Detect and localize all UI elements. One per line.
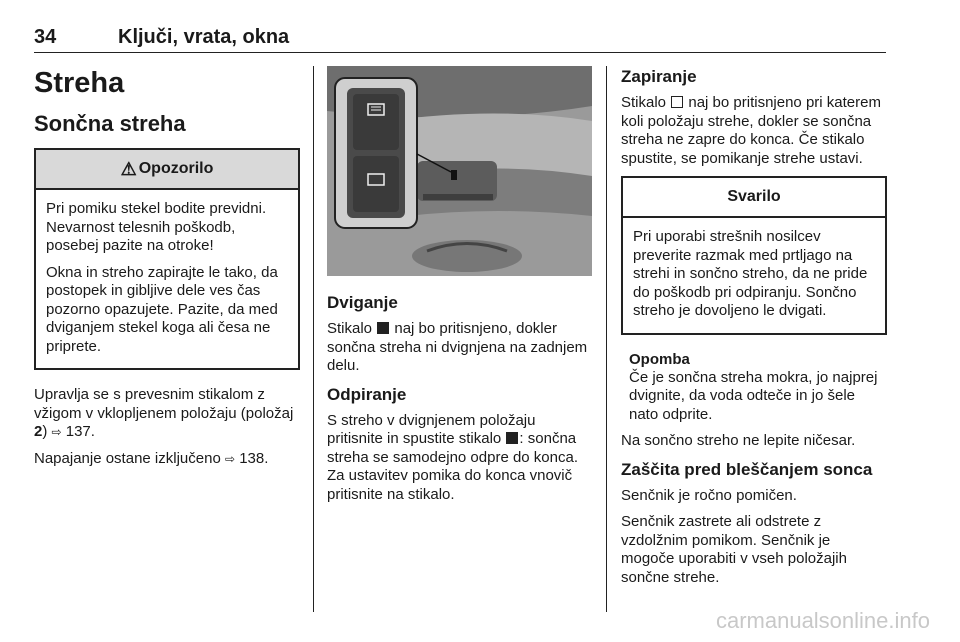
warning-text: Okna in streho zapirajte le tako, da postopek in gibljive dele ves čas pozorno opazujete. Pazite, da med dviganjem stekel koga ali česa ne priprete. <box>46 263 278 355</box>
sunroof-switch-photo <box>327 66 592 276</box>
body-paragraph: Stikalo naj bo pritisnjeno, dokler sončna streha ni dvignjena na zadnjem delu. <box>327 320 588 374</box>
note-block <box>629 351 887 425</box>
watermark: carmanualsonline.info <box>715 608 930 633</box>
subsection-title: Sončna streha <box>34 111 186 136</box>
page-header <box>34 26 886 53</box>
chapter-title: Ključi, vrata, okna <box>118 26 290 48</box>
body-paragraph: Upravlja se s prevesnim stikalom z vžigom v vklopljenem položaju (položaj 2) ⇨ 137. <box>34 386 294 440</box>
section-title: Streha <box>34 67 125 99</box>
caution-box <box>621 176 887 335</box>
warning-text: Pri pomiku stekel bodite previdni. Nevarnost telesnih poškodb, posebej pazite na otroke! <box>46 200 267 254</box>
body-paragraph: Senčnik je ročno pomičen. <box>621 486 797 504</box>
caution-heading: Svarilo <box>727 188 781 205</box>
warning-header <box>36 150 298 190</box>
caution-header <box>623 178 885 218</box>
note-text: Če je sončna streha mokra, jo najprej dvignite, da voda odteče in jo šele nato odprite. <box>629 368 878 423</box>
warning-heading: Opozorilo <box>138 160 214 177</box>
page-ref-link[interactable]: 137. <box>65 423 95 440</box>
note-title: Opomba <box>629 350 690 368</box>
body-paragraph: Senčnik zastrete ali odstrete z vzdolžnim pomikom. Senčnik je mogoče uporabiti v vseh položajih sončne strehe. <box>621 513 847 586</box>
body-paragraph: S streho v dvignjenem položaju pritisnite in spustite stikalo : sončna streha se samodejno odpre do konca. Za ustavitev pomika do konca vnovič pritisnite na stikalo. <box>327 411 578 503</box>
body-paragraph: Na sončno streho ne lepite ničesar. <box>621 432 856 449</box>
section-heading: Zaščita pred bleščanjem sonca <box>621 459 873 479</box>
warning-triangle-icon: ⚠ <box>120 158 137 179</box>
column-left <box>34 66 300 476</box>
page-ref-icon: ⇨ <box>224 451 236 466</box>
caution-text: Pri uporabi strešnih nosilcev preverite razmak med prtljago na strehi in sončno streho, da ne pride do poškodb pri odpiranju. Sončno streho je dovoljeno le dvigati. <box>633 228 868 319</box>
tilt-switch-icon <box>377 322 389 334</box>
tilt-switch-icon <box>506 432 518 444</box>
page-number: 34 <box>34 26 57 48</box>
page-ref-link[interactable]: 138. <box>239 449 269 467</box>
body-paragraph: Napajanje ostane izključeno ⇨ 138. <box>34 449 269 467</box>
section-heading: Zapiranje <box>621 67 697 86</box>
close-switch-icon <box>671 96 683 108</box>
page-ref-icon: ⇨ <box>51 425 62 439</box>
column-right <box>621 66 887 595</box>
warning-box <box>34 148 300 370</box>
column-divider <box>313 66 314 612</box>
column-divider <box>606 66 607 612</box>
section-heading: Odpiranje <box>327 384 407 404</box>
sunroof-switch-illustration <box>327 66 592 276</box>
body-paragraph: Stikalo naj bo pritisnjeno pri katerem koli položaju strehe, dokler se sončna streha ne zapre do konca. Če stikalo spustite, se pomikanje strehe ustavi. <box>621 94 881 167</box>
column-middle <box>327 66 592 512</box>
section-heading: Dviganje <box>327 293 398 312</box>
